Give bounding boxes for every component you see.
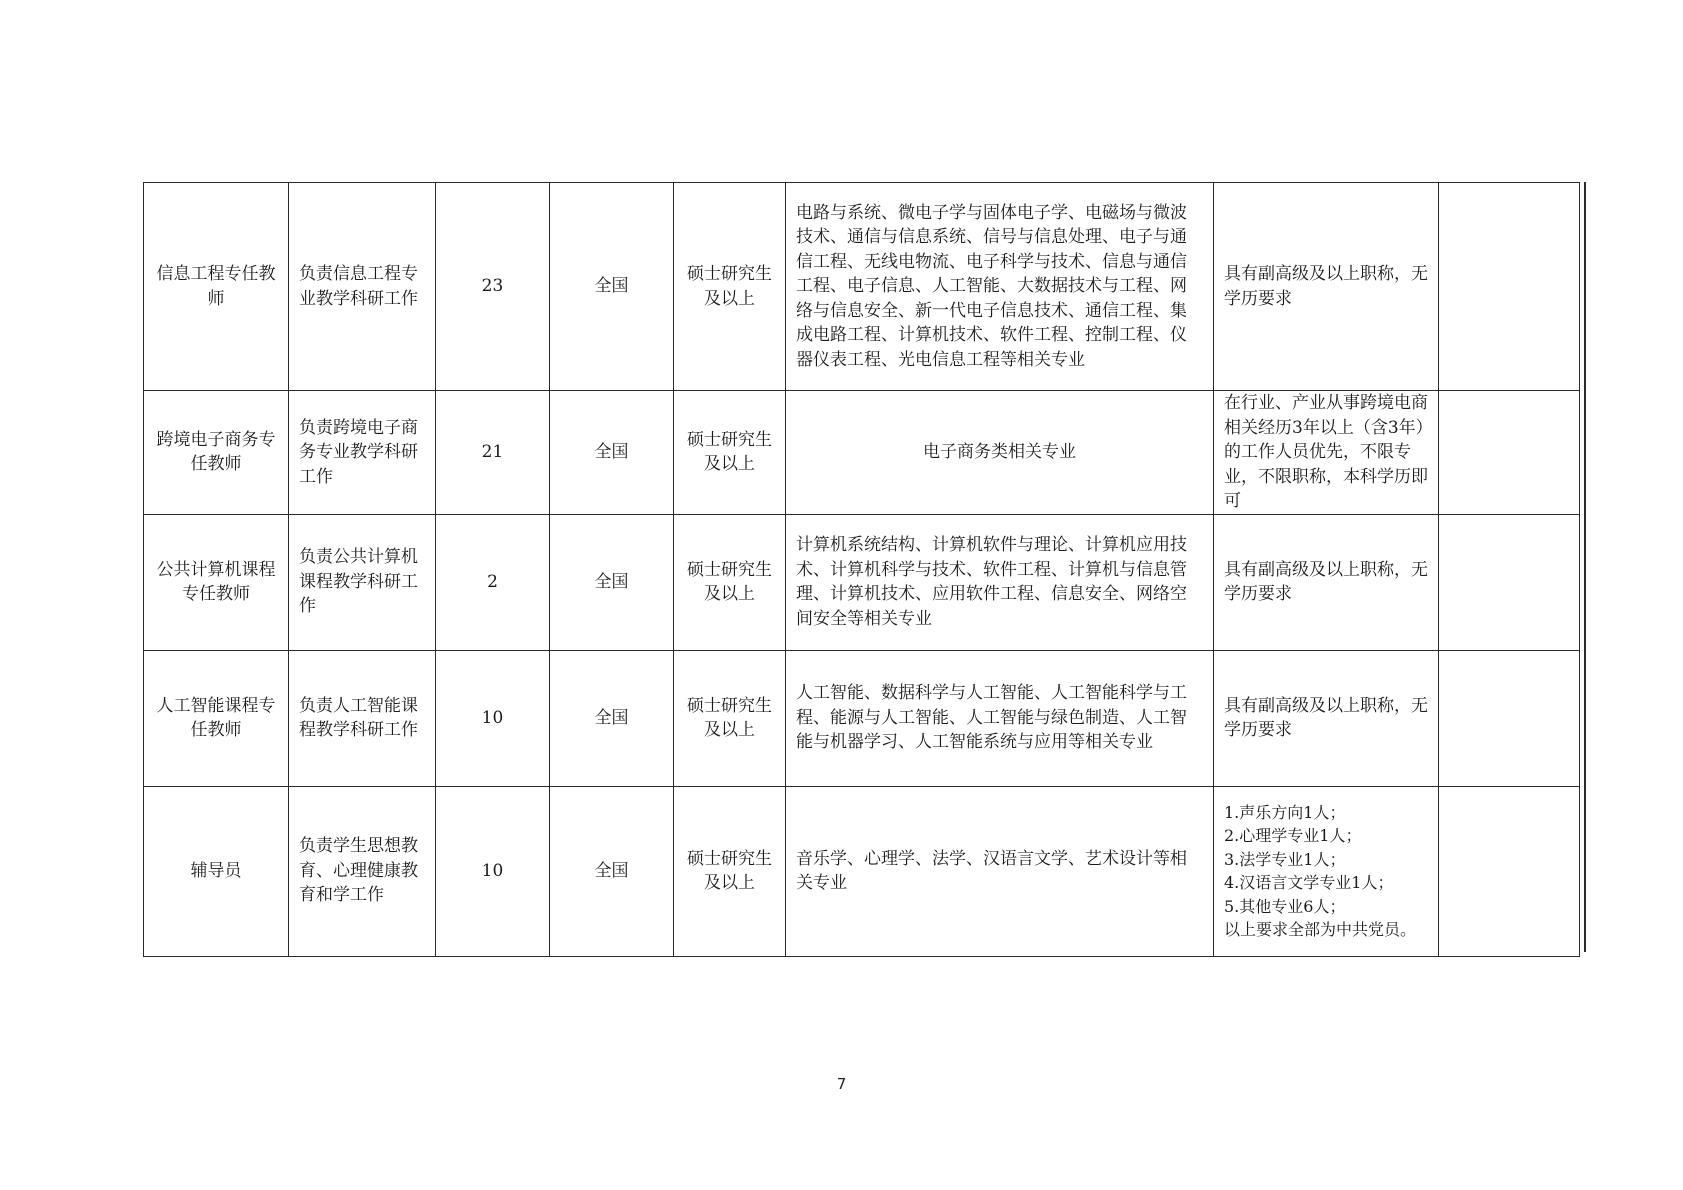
page-number: 7: [836, 1075, 847, 1093]
requirement-cell: [1214, 650, 1439, 786]
duty-cell: [289, 650, 436, 786]
region-value: 全国: [594, 276, 629, 297]
major-text: 音乐学、心理学、法学、汉语言文学、艺术设计等相关专业: [796, 848, 1187, 893]
count-cell: [436, 786, 550, 956]
table-row: [144, 650, 1580, 786]
table-right-edge: [1584, 182, 1586, 952]
count-value: 10: [481, 707, 504, 728]
major-text: 人工智能、数据科学与人工智能、人工智能科学与工程、能源与人工智能、人工智能与绿色制造、人工智能与机器学习、人工智能系统与应用等相关专业: [796, 683, 1187, 753]
education-value: 硕士研究生及以上: [687, 848, 772, 893]
duty-text: 负责跨境电子商务专业教学科研工作: [299, 417, 418, 487]
requirement-text: 具有副高级及以上职称，无学历要求: [1224, 559, 1428, 604]
table-row: [144, 391, 1580, 515]
recruitment-table: [143, 182, 1580, 957]
table-row: [144, 786, 1580, 956]
empty-cell: [1439, 514, 1580, 650]
post-cell: [144, 786, 289, 956]
duty-cell: [289, 183, 436, 391]
empty-cell: [1439, 183, 1580, 391]
region-value: 全国: [594, 571, 629, 592]
count-cell: [436, 391, 550, 515]
post-cell: [144, 514, 289, 650]
requirement-cell: [1214, 391, 1439, 515]
education-cell: [674, 391, 786, 515]
requirement-line: 3.法学专业1人；: [1224, 849, 1346, 869]
duty-text: 负责学生思想教育、心理健康教育和学工作: [299, 836, 418, 906]
empty-cell: [1439, 650, 1580, 786]
major-cell: [786, 183, 1214, 391]
requirement-cell: [1214, 786, 1439, 956]
major-text: 计算机系统结构、计算机软件与理论、计算机应用技术、计算机科学与技术、软件工程、计算机与信息管理、计算机技术、应用软件工程、信息安全、网络空间安全等相关专业: [796, 535, 1187, 629]
empty-cell: [1439, 391, 1580, 515]
major-text: 电路与系统、微电子学与固体电子学、电磁场与微波技术、通信与信息系统、信号与信息处理、电子与通信工程、无线电物流、电子科学与技术、信息与通信工程、电子信息、人工智能、大数据技术与工程、网络与信息安全、新一代电子信息技术、通信工程、集成电路工程、计算机技术、软件工程、控制工程、仪器仪表工程、光电信息工程等相关专业: [796, 202, 1187, 370]
requirement-line: 1.声乐方向1人；: [1224, 802, 1346, 822]
major-cell: [786, 391, 1214, 515]
duty-cell: [289, 391, 436, 515]
duty-text: 负责人工智能课程教学科研工作: [299, 695, 418, 740]
post-cell: [144, 183, 289, 391]
post-cell: [144, 391, 289, 515]
education-value: 硕士研究生及以上: [687, 695, 772, 740]
count-value: 21: [481, 442, 504, 462]
region-cell: [550, 786, 674, 956]
duty-text: 负责公共计算机课程教学科研工作: [299, 547, 418, 617]
region-value: 全国: [594, 860, 629, 881]
requirement-line: 5.其他专业6人；: [1224, 896, 1346, 916]
duty-cell: [289, 514, 436, 650]
major-text: 电子商务类相关专业: [923, 442, 1076, 462]
region-cell: [550, 391, 674, 515]
region-value: 全国: [594, 442, 629, 462]
education-value: 硕士研究生及以上: [687, 429, 772, 475]
education-cell: [674, 650, 786, 786]
major-cell: [786, 514, 1214, 650]
post-name: 信息工程专任教师: [156, 264, 276, 309]
count-cell: [436, 514, 550, 650]
major-cell: [786, 650, 1214, 786]
count-cell: [436, 650, 550, 786]
education-cell: [674, 786, 786, 956]
requirement-cell: [1214, 514, 1439, 650]
table-row: [144, 183, 1580, 391]
requirement-cell: [1214, 183, 1439, 391]
requirement-text: 具有副高级及以上职称，无学历要求: [1224, 695, 1428, 740]
post-name: 公共计算机课程专任教师: [156, 559, 276, 604]
count-value: 2: [487, 571, 498, 592]
empty-cell: [1439, 786, 1580, 956]
table-row: [144, 514, 1580, 650]
count-value: 23: [481, 276, 504, 297]
post-cell: [144, 650, 289, 786]
requirement-line: 4.汉语言文学专业1人；: [1224, 873, 1394, 892]
requirement-text: 具有副高级及以上职称，无学历要求: [1224, 264, 1428, 309]
education-cell: [674, 183, 786, 391]
count-cell: [436, 183, 550, 391]
education-cell: [674, 514, 786, 650]
region-cell: [550, 514, 674, 650]
duty-cell: [289, 786, 436, 956]
duty-text: 负责信息工程专业教学科研工作: [299, 264, 418, 309]
count-value: 10: [481, 860, 504, 881]
post-name: 人工智能课程专任教师: [156, 695, 276, 740]
major-cell: [786, 786, 1214, 956]
region-value: 全国: [594, 707, 629, 728]
education-value: 硕士研究生及以上: [687, 264, 772, 309]
education-value: 硕士研究生及以上: [687, 559, 772, 604]
post-name: 跨境电子商务专任教师: [156, 429, 276, 475]
region-cell: [550, 183, 674, 391]
region-cell: [550, 650, 674, 786]
requirement-text: 在行业、产业从事跨境电商相关经历3年以上（含3年）的工作人员优先，不限专业，不限职称，本科学历即可: [1224, 393, 1428, 511]
requirement-line: 以上要求全部为中共党员。: [1224, 920, 1417, 939]
post-name: 辅导员: [190, 860, 242, 881]
requirement-line: 2.心理学专业1人；: [1224, 826, 1362, 845]
